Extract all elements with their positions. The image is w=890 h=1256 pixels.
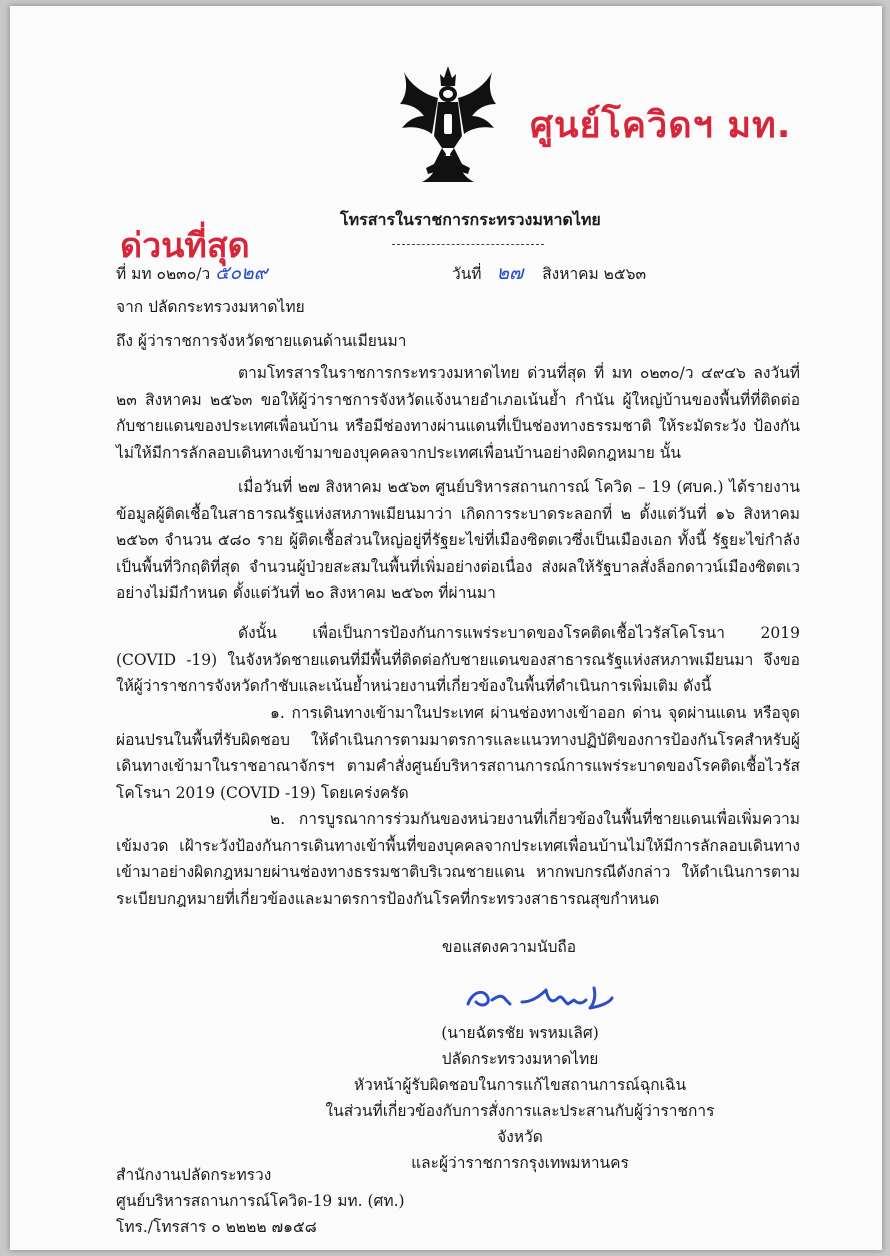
garuda-emblem-icon <box>398 64 498 184</box>
paragraph-2 <box>116 474 800 607</box>
closing-text: ขอแสดงความนับถือ <box>442 938 577 956</box>
reference-label: ที่ มท ๐๒๓๐/ว <box>116 265 211 283</box>
footer-phone: โทร./โทรสาร ๐ ๒๒๒๒ ๗๑๕๘ <box>116 1218 317 1236</box>
document-header-title: โทรสารในราชการกระทรวงมหาดไทย <box>340 210 601 229</box>
signer-name: (นายฉัตรชัย พรหมเลิศ) <box>441 1024 599 1042</box>
paragraph-text: ดังนั้น เพื่อเป็นการป้องกันการแพร่ระบาดของโรคติดเชื้อไวรัสโคโรนา 2019 (COVID -19) ในจังหวัดชายแดนที่มีพื้นที่ติดต่อกับชายแดนของสาธารณรัฐแห่งสหภาพเมียนมา จึงขอให้ผู้ว่าราชการจังหวัดกำชับและเน้นย้ำหน่วยงานที่เกี่ยวข้องในพื้นที่ดำเนินการเพิ่มเติม ดังนี้ <box>116 624 800 695</box>
urgency-stamp: ด่วนที่สุด <box>120 226 250 266</box>
paragraph-text: ๒. การบูรณาการร่วมกันของหน่วยงานที่เกี่ยวข้องในพื้นที่ชายแดนเพื่อเพิ่มความเข้มงวด เฝ้าระวังป้องกันการเดินทางเข้าพื้นที่ของบุคคลจากประเทศเพื่อนบ้านไม่ให้มีการลักลอบเดินทางเข้ามาอย่างผิดกฎหมายผ่านช่องทางธรรมชาติบริเวณชายแดน หากพบกรณีดังกล่าว ให้ดำเนินการตามระเบียบกฎหมายที่เกี่ยวข้องและมาตรการป้องกันโรคที่กระทรวงสาธารณสุขกำหนด <box>116 810 800 908</box>
reference-handwritten-number: ๕๐๒๙ <box>215 262 268 284</box>
paragraph-text: ๑. การเดินทางเข้ามาในประเทศ ผ่านช่องทางเข้าออก ด่าน จุดผ่านแดน หรือจุดผ่อนปรนในพื้นที่รับผิดชอบ ให้ดำเนินการตามมาตรการและแนวทางปฏิบัติของการป้องกันโรคสำหรับผู้เดินทางเข้ามาในราชอาณาจักรฯ ตามคำสั่งศูนย์บริหารสถานการณ์การแพร่ระบาดของโรคติดเชื้อไวรัสโคโรนา 2019 (COVID -19) โดยเคร่งครัด <box>116 704 800 802</box>
date-handwritten-day: ๒๗ <box>496 262 524 284</box>
paragraph-3 <box>116 620 800 700</box>
header-underline <box>392 244 544 245</box>
to-line: ถึง ผู้ว่าราชการจังหวัดชายแดนด้านเมียนมา <box>116 332 407 350</box>
document-date <box>452 260 646 287</box>
paragraph-1 <box>116 360 800 466</box>
footer-office: สำนักงานปลัดกระทรวง <box>116 1166 272 1184</box>
signer-title-line: ปลัดกระทรวงมหาดไทย <box>441 1050 599 1068</box>
signer-block <box>310 1020 730 1176</box>
paragraph-text: เมื่อวันที่ ๒๗ สิงหาคม ๒๕๖๓ ศูนย์บริหารสถานการณ์ โควิด – 19 (ศบค.) ได้รายงานข้อมูลผู้ติดเชื้อในสาธารณรัฐแห่งสหภาพเมียนมาว่า เกิดการระบาดระลอกที่ ๒ ตั้งแต่วันที่ ๑๖ สิงหาคม ๒๕๖๓ จำนวน ๕๘๐ ราย ผู้ติดเชื้อส่วนใหญ่อยู่ที่รัฐยะไข่ที่เมืองซิตตเวซึ่งเป็นเมืองเอก ทั้งนี้ รัฐยะไข่กำลังเป็นพื้นที่วิกฤติที่สุด จำนวนผู้ป่วยสะสมในพื้นที่เพิ่มอย่างต่อเนื่อง ส่งผลให้รัฐบาลสั่งล็อกดาวน์เมืองซิตตเวอย่างไม่มีกำหนด ตั้งแต่วันที่ ๒๐ สิงหาคม ๒๕๖๓ ที่ผ่านมา <box>116 478 800 602</box>
signer-title-line: และผู้ว่าราชการกรุงเทพมหานคร <box>411 1154 629 1172</box>
reference-number <box>116 260 268 287</box>
date-label: วันที่ <box>452 265 482 283</box>
paragraph-4 <box>116 700 800 806</box>
footer-center: ศูนย์บริหารสถานการณ์โควิด-19 มท. (ศท.) <box>116 1192 405 1210</box>
document-page <box>10 6 882 1250</box>
paragraph-text: ตามโทรสารในราชการกระทรวงมหาดไทย ด่วนที่สุด ที่ มท ๐๒๓๐/ว ๔๙๔๖ ลงวันที่ ๒๓ สิงหาคม ๒๕๖๓ ขอให้ผู้ว่าราชการจังหวัดแจ้งนายอำเภอเน้นย้ำ กำนัน ผู้ใหญ่บ้านของพื้นที่ที่ติดต่อกับชายแดนของประเทศเพื่อนบ้าน หรือมีช่องทางผ่านแดนที่เป็นช่องทางธรรมชาติ ให้ระมัดระวัง ป้องกันไม่ให้มีการลักลอบเดินทางเข้ามาของบุคคลจากประเทศเพื่อนบ้านอย่างผิดกฎหมาย นั้น <box>116 364 800 462</box>
covid-center-stamp: ศูนย์โควิดฯ มท. <box>530 105 792 146</box>
from-line: จาก ปลัดกระทรวงมหาดไทย <box>116 298 305 316</box>
signer-title-line: หัวหน้าผู้รับผิดชอบในการแก้ไขสถานการณ์ฉุกเฉิน <box>353 1076 687 1094</box>
paragraph-5 <box>116 806 800 912</box>
date-month-year: สิงหาคม ๒๕๖๓ <box>542 265 647 283</box>
handwritten-signature-icon <box>462 974 622 1018</box>
signer-title-line: ในส่วนที่เกี่ยวข้องกับการสั่งการและประสานกับผู้ว่าราชการจังหวัด <box>325 1102 715 1146</box>
